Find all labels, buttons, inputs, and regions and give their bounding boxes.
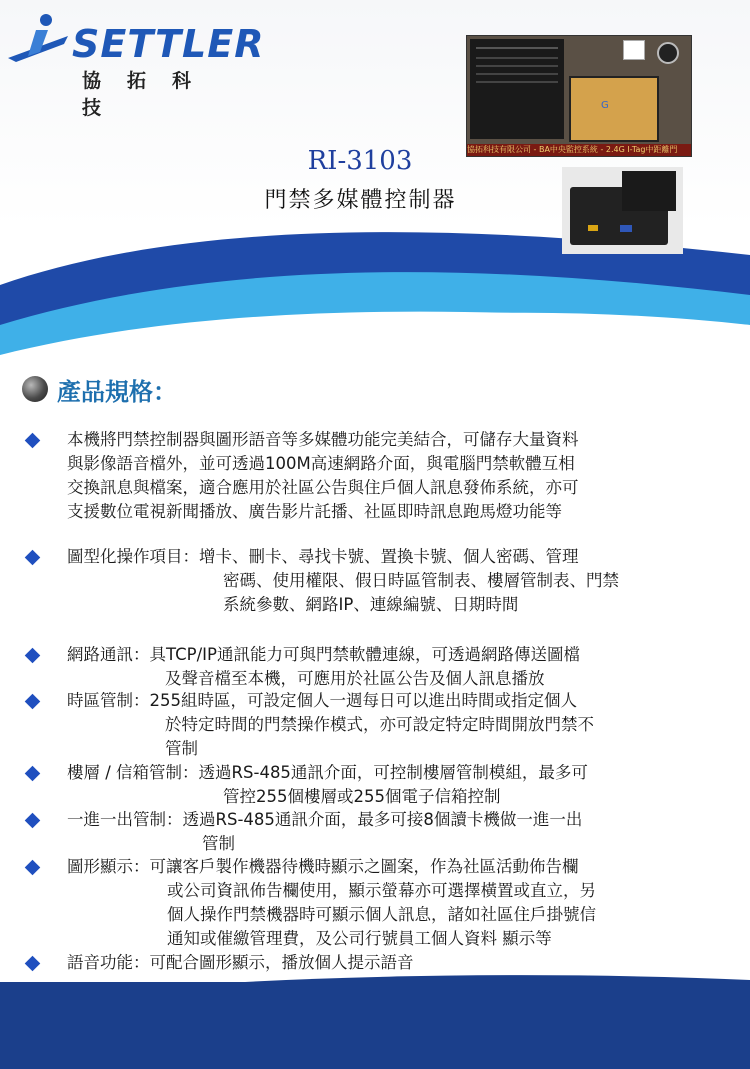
- spec-line: 本機將門禁控制器與圖形語音等多媒體功能完美結合，可儲存大量資料: [67, 430, 579, 449]
- spec-line: 樓層 / 信箱管制：透過RS-485通訊介面，可控制樓層管制模組，最多可: [67, 763, 588, 782]
- spec-line: 支援數位電視新聞播放、廣告影片託播、社區即時訊息跑馬燈功能等: [67, 502, 562, 521]
- spec-line: 管控255個樓層或255個電子信箱控制: [223, 787, 501, 806]
- spec-line: 於特定時間的門禁操作模式，亦可設定特定時間開放門禁不: [165, 715, 594, 734]
- calendar-icon: [623, 40, 645, 60]
- screen-monitor: [569, 76, 659, 142]
- product-name: 門禁多媒體控制器: [264, 188, 457, 213]
- spec-line: 系統參數、網路IP、連線編號、日期時間: [223, 595, 519, 614]
- screen-text-panel: [470, 39, 564, 139]
- spec-line: 一進一出管制：透過RS-485通訊介面，最多可接8個讀卡機做一進一出: [67, 810, 583, 829]
- brand-logo: [8, 8, 265, 119]
- spec-line: 與影像語音檔外，並可透過100M高速網路介面，與電腦門禁軟體互相: [67, 454, 575, 473]
- device-port: [588, 225, 598, 231]
- spec-line: 網路通訊：具TCP/IP通訊能力可與門禁軟體連線，可透過網路傳送圖檔: [67, 645, 580, 664]
- device-photo: [562, 167, 683, 254]
- screen-photo: [466, 35, 692, 157]
- screen-caption: 協拓科技有限公司 - BA中央監控系統 - 2.4G I-Tag中距離門: [467, 144, 691, 156]
- footer-band: [0, 982, 750, 1069]
- product-code: RI-3103: [307, 146, 413, 176]
- diamond-bullet-icon: [25, 813, 41, 829]
- diamond-bullet-icon: [25, 694, 41, 710]
- clock-icon: [657, 42, 679, 64]
- spec-line: 圖形顯示：可讓客戶製作機器待機時顯示之圖案，作為社區活動佈告欄: [67, 857, 579, 876]
- spec-line: 密碼、使用權限、假日時區管制表、樓層管制表、門禁: [223, 571, 619, 590]
- diamond-bullet-icon: [25, 766, 41, 782]
- device-module: [622, 171, 676, 211]
- spec-line: 交換訊息與檔案，適合應用於社區公告與住戶個人訊息發佈系統，亦可: [67, 478, 579, 497]
- spec-line: 或公司資訊佈告欄使用，顯示螢幕亦可選擇橫置或直立，另: [167, 881, 596, 900]
- spec-line: 管制: [202, 834, 235, 853]
- section-title: 產品規格：: [57, 378, 177, 406]
- diamond-bullet-icon: [25, 433, 41, 449]
- spec-line: 圖型化操作項目：增卡、刪卡、尋找卡號、置換卡號、個人密碼、管理: [67, 547, 579, 566]
- diamond-bullet-icon: [25, 648, 41, 664]
- brand-chinese-name: 協拓科技: [82, 70, 218, 119]
- brand-name: SETTLER: [72, 22, 265, 66]
- google-logo-icon: G: [601, 100, 609, 111]
- spec-line: 語音功能：可配合圖形顯示，播放個人提示語音: [67, 953, 414, 972]
- spec-line: 管制: [165, 739, 198, 758]
- spec-line: 通知或催繳管理費，及公司行號員工個人資料 顯示等: [167, 929, 552, 948]
- logo-mark-icon: [8, 8, 78, 68]
- spec-line: 及聲音檔至本機，可應用於社區公告及個人訊息播放: [165, 669, 545, 688]
- diamond-bullet-icon: [25, 550, 41, 566]
- spec-line: 時區管制：255組時區，可設定個人一週每日可以進出時間或指定個人: [67, 691, 577, 710]
- device-vga-port: [620, 225, 632, 232]
- spec-line: 個人操作門禁機器時可顯示個人訊息，諸如社區住戶掛號信: [167, 905, 596, 924]
- diamond-bullet-icon: [25, 860, 41, 876]
- section-bullet-icon: [22, 376, 48, 402]
